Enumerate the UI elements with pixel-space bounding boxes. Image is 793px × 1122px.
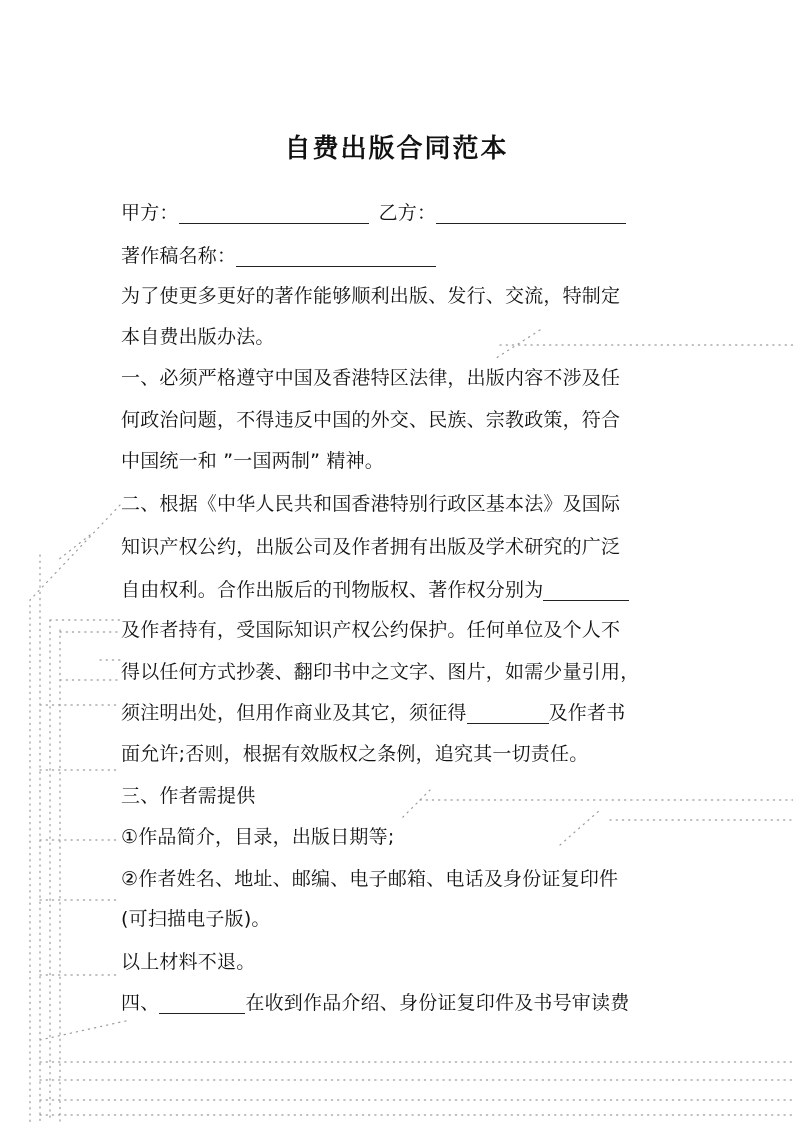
party-a-label: 甲方： xyxy=(121,202,179,224)
party-a-blank xyxy=(179,201,369,224)
text-line: 面允许;否则，根据有效版权之条例，追究其一切责任。 xyxy=(121,743,589,765)
text-line: 知识产权公约，出版公司及作者拥有出版及学术研究的广泛 xyxy=(121,536,621,558)
text-line: ②作者姓名、地址、邮编、电子邮箱、电话及身份证复印件 xyxy=(121,868,619,890)
consent-line xyxy=(121,695,625,731)
publisher-blank xyxy=(159,991,245,1014)
text-line: 为了使更多更好的著作能够顺利出版、发行、交流，特制定 xyxy=(121,285,621,307)
text-line: 一、必须严格遵守中国及香港特区法律，出版内容不涉及任 xyxy=(121,367,621,389)
text-segment: 自由权利。合作出版后的刊物版权、著作权分别为 xyxy=(121,579,544,601)
consent-party-blank xyxy=(467,701,549,724)
text-segment: 须注明出处，但用作商业及其它，须征得 xyxy=(121,702,467,724)
section-heading: 三、作者需提供 xyxy=(121,785,256,807)
text-line: 及作者持有，受国际知识产权公约保护。任何单位及个人不 xyxy=(121,619,621,641)
copyright-holder-line xyxy=(121,572,629,608)
party-b-blank xyxy=(436,201,626,224)
text-line: (可扫描电子版)。 xyxy=(121,908,271,930)
section-four-line xyxy=(121,985,629,1021)
work-name-label: 著作稿名称： xyxy=(121,245,237,267)
text-segment: 及作者书 xyxy=(548,702,626,724)
text-segment: 四、 xyxy=(121,992,160,1014)
text-line: 中国统一和 ”一国两制” 精神。 xyxy=(121,450,384,472)
text-line: 得以任何方式抄袭、翻印书中之文字、图片，如需少量引用， xyxy=(121,661,640,683)
text-line: 本自费出版办法。 xyxy=(121,326,275,348)
document-title: 自费出版合同范本 xyxy=(284,134,509,164)
parties-line xyxy=(121,195,626,231)
copyright-holder-blank xyxy=(543,578,629,601)
work-name-line xyxy=(121,238,436,274)
text-line: 二、根据《中华人民共和国香港特别行政区基本法》及国际 xyxy=(121,493,621,515)
text-line: 何政治问题，不得违反中国的外交、民族、宗教政策，符合 xyxy=(121,409,621,431)
work-name-blank xyxy=(236,244,436,267)
text-line: 以上材料不退。 xyxy=(121,951,256,973)
party-b-label: 乙方： xyxy=(378,202,437,224)
text-segment: 在收到作品介绍、身份证复印件及书号审读费 xyxy=(245,992,630,1014)
text-line: ①作品简介，目录，出版日期等; xyxy=(121,826,395,848)
